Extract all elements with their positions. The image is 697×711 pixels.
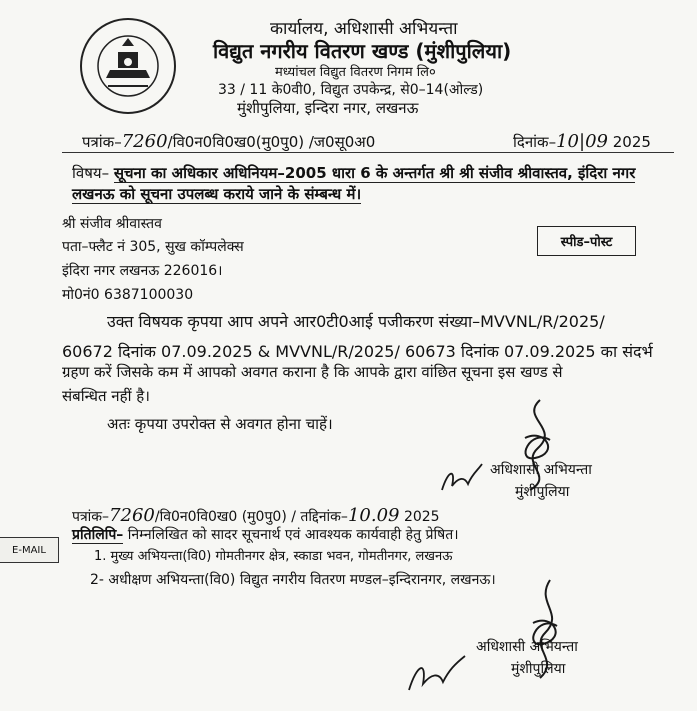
body-line-2: 60672 दिनांक 07.09.2025 & MVVNL/R/2025/ 60673 दिनांक 07.09.2025 का संदर्भ — [62, 342, 653, 361]
seal-logo — [78, 16, 178, 116]
header-location: मुंशीपुलिया, इन्दिरा नगर, लखनऊ — [237, 99, 419, 117]
body-line-3: ग्रहण करें जिसके कम में आपको अवगत कराना है कि आपके द्वारा वांछित सूचना इस खण्ड से — [62, 363, 563, 381]
date-day: 10 — [556, 131, 579, 152]
reference-number: 7260 — [121, 131, 168, 152]
addressee-address1: पता–फ्लैट नं 305, सुख कॉम्पलेक्स — [62, 239, 244, 255]
signature-2-title: अधिशासी अभियन्ता — [476, 639, 578, 655]
subject — [72, 163, 677, 205]
date-line: दिनांक–10|09 2025 — [513, 131, 651, 152]
reference2-number: 7260 — [109, 505, 155, 526]
initials-2 — [405, 650, 475, 700]
reference2-month: 09 — [376, 505, 400, 526]
reference-label: पत्रांक– — [82, 133, 122, 151]
signature-2-place: मुंशीपुलिया — [511, 661, 566, 677]
date-month: 09 — [585, 131, 608, 152]
reference2-day: 10 — [347, 505, 371, 526]
speed-post-stamp: स्पीड–पोस्ट — [537, 226, 636, 256]
divider-rule — [62, 152, 674, 153]
body-line-1: उक्त विषयक कृपया आप अपने आर0टी0आई पजीकरण संख्या–MVVNL/R/2025/ — [107, 312, 605, 331]
body-line-5: अतः कृपया उपरोक्त से अवगत होना चाहें। — [107, 415, 333, 433]
reference2-line: पत्रांक–7260/वि0न0वि0ख0 (मु0पु0) / तद्दिनांक–10.09 2025 — [72, 505, 440, 526]
header-division: विद्युत नगरीय वितरण खण्ड (मुंशीपुलिया) — [213, 39, 512, 63]
copy-item-1: 1. मुख्य अभियन्ता(वि0) गोमतीनगर क्षेत्र, स्काडा भवन, गोमतीनगर, लखनऊ — [94, 549, 453, 564]
subject-label: विषय– — [72, 164, 110, 182]
reference-suffix: /वि0न0वि0ख0(मु0पु0) /ज0सू0अ0 — [167, 133, 376, 151]
copy-item-2: 2- अधीक्षण अभियन्ता(वि0) विद्युत नगरीय वितरण मण्डल–इन्दिरानगर, लखनऊ। — [90, 572, 496, 588]
addressee-name: श्री संजीव श्रीवास्तव — [62, 216, 162, 232]
copy-intro: निम्नलिखित को सादर सूचनार्थ एवं आवश्यक कार्यवाही हेतु प्रेषित। — [127, 527, 459, 543]
copy-label: प्रतिलिपि– — [72, 527, 124, 543]
body-line-4: संबन्धित नहीं है। — [62, 387, 150, 405]
header-substation: 33 / 11 के0वी0, विद्युत उपकेन्द्र, से0–14(ओल्ड) — [218, 82, 484, 98]
addressee-address2: इंदिरा नगर लखनऊ 226016। — [62, 263, 223, 279]
subject-text: सूचना का अधिकार अधिनियम–2005 धारा 6 के अन्तर्गत श्री श्री संजीव श्रीवास्तव, इंदिरा नगर लखनऊ को सूचना उपलब्ध कराये जाने के संम्बन्ध में। — [72, 164, 636, 203]
header-office: कार्यालय, अधिशासी अभियन्ता — [270, 19, 458, 39]
reference2-suffix: /वि0न0वि0ख0 (मु0पु0) / तद्दिनांक– — [154, 509, 348, 525]
date-year: 2025 — [612, 133, 651, 151]
signature-1-place: मुंशीपुलिया — [515, 484, 570, 500]
copy-line — [72, 525, 459, 544]
initials-1 — [438, 460, 488, 500]
email-stamp: E-MAIL — [0, 537, 59, 563]
signature-1-title: अधिशासी अभियन्ता — [490, 462, 592, 478]
reference2-year: 2025 — [403, 509, 440, 525]
reference2-label: पत्रांक– — [72, 509, 110, 525]
addressee-mobile: मो0नं0 6387100030 — [62, 287, 194, 303]
header-corporation: मध्यांचल विद्युत वितरण निगम लि० — [275, 65, 436, 80]
date-label: दिनांक– — [513, 133, 557, 151]
reference-line — [82, 131, 375, 152]
